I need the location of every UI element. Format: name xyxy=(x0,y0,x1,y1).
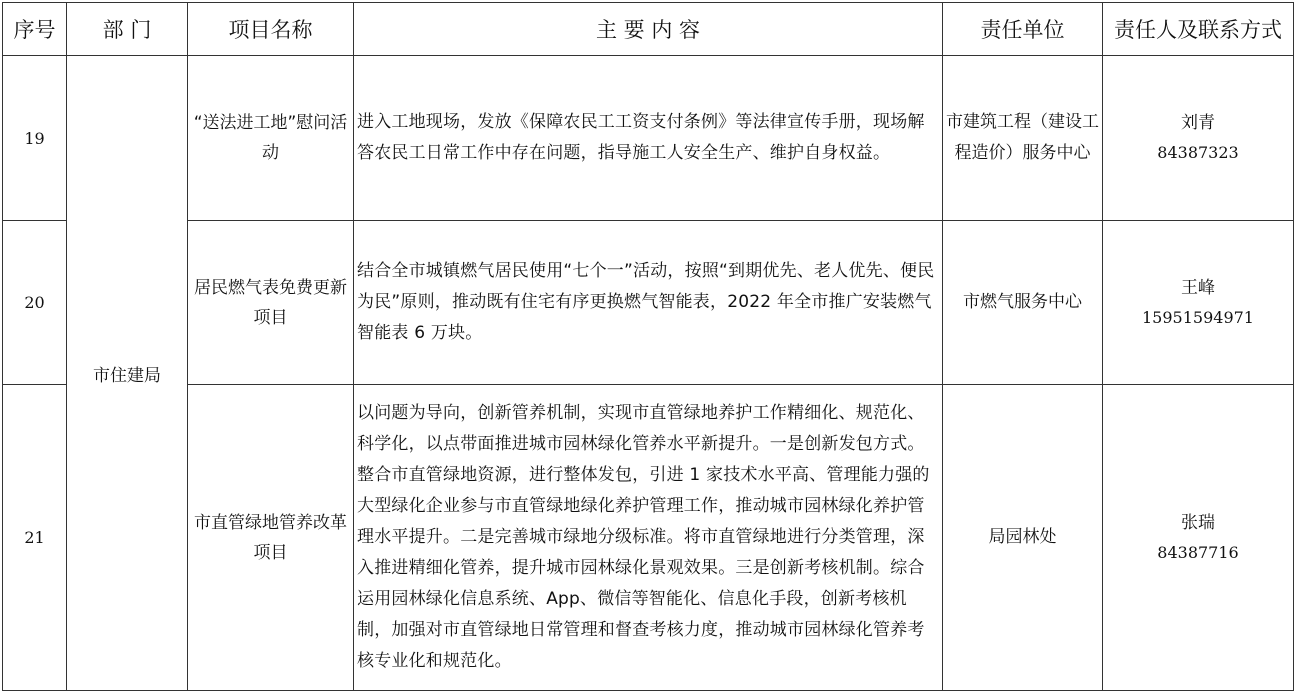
row-seq: 20 xyxy=(3,221,67,385)
row-person: 王峰 xyxy=(1181,277,1215,298)
row-project: “送法进工地”慰问活动 xyxy=(188,56,354,221)
row-unit: 市燃气服务中心 xyxy=(943,221,1103,385)
project-table xyxy=(2,2,1294,691)
row-content: 进入工地现场，发放《保障农民工工资支付条例》等法律宣传手册，现场解答农民工日常工作中存在问题，指导施工人安全生产、维护自身权益。 xyxy=(354,56,943,221)
row-phone: 84387716 xyxy=(1157,542,1239,562)
header-unit: 责任单位 xyxy=(943,3,1103,56)
department-cell: 市住建局 xyxy=(67,56,188,691)
row-content: 结合全市城镇燃气居民使用“七个一”活动，按照“到期优先、老人优先、便民为民”原则，推动既有住宅有序更换燃气智能表，2022 年全市推广安装燃气智能表 6 万块。 xyxy=(354,221,943,385)
row-content: 以问题为导向，创新管养机制，实现市直管绿地养护工作精细化、规范化、科学化，以点带面推进城市园林绿化管养水平新提升。一是创新发包方式。整合市直管绿地资源，进行整体发包，引进 1 家技术水平高、管理能力强的大型绿化企业参与市直管绿地绿化养护管理工作，推动城市园林绿化养护管理水平提升。二是完善城市绿地分级标准。将市直管绿地进行分类管理，深入推进精细化管养，提升城市园林绿化景观效果。三是创新考核机制。综合运用园林绿化信息系统、App、微信等智能化、信息化手段，创新考核机制，加强对市直管绿地日常管理和督查考核力度，推动城市园林绿化管养考核专业化和规范化。 xyxy=(354,385,943,691)
header-project: 项目名称 xyxy=(188,3,354,56)
row-person: 刘青 xyxy=(1181,113,1215,133)
table-row xyxy=(3,56,1294,221)
row-phone: 84387323 xyxy=(1157,143,1239,162)
row-project: 居民燃气表免费更新项目 xyxy=(188,221,354,385)
row-unit: 局园林处 xyxy=(943,385,1103,691)
header-seq: 序号 xyxy=(3,3,67,56)
row-contact xyxy=(1103,56,1294,221)
row-contact xyxy=(1103,385,1294,691)
header-dept: 部 门 xyxy=(67,3,188,56)
row-person: 张瑞 xyxy=(1181,512,1215,533)
row-project: 市直管绿地管养改革项目 xyxy=(188,385,354,691)
header-row xyxy=(3,3,1294,56)
row-contact xyxy=(1103,221,1294,385)
row-unit: 市建筑工程（建设工程造价）服务中心 xyxy=(943,56,1103,221)
table-row xyxy=(3,385,1294,691)
row-phone: 15951594971 xyxy=(1142,307,1254,327)
header-contact: 责任人及联系方式 xyxy=(1103,3,1294,56)
table-row xyxy=(3,221,1294,385)
row-seq: 21 xyxy=(3,385,67,691)
row-seq: 19 xyxy=(3,56,67,221)
header-content: 主 要 内 容 xyxy=(354,3,943,56)
